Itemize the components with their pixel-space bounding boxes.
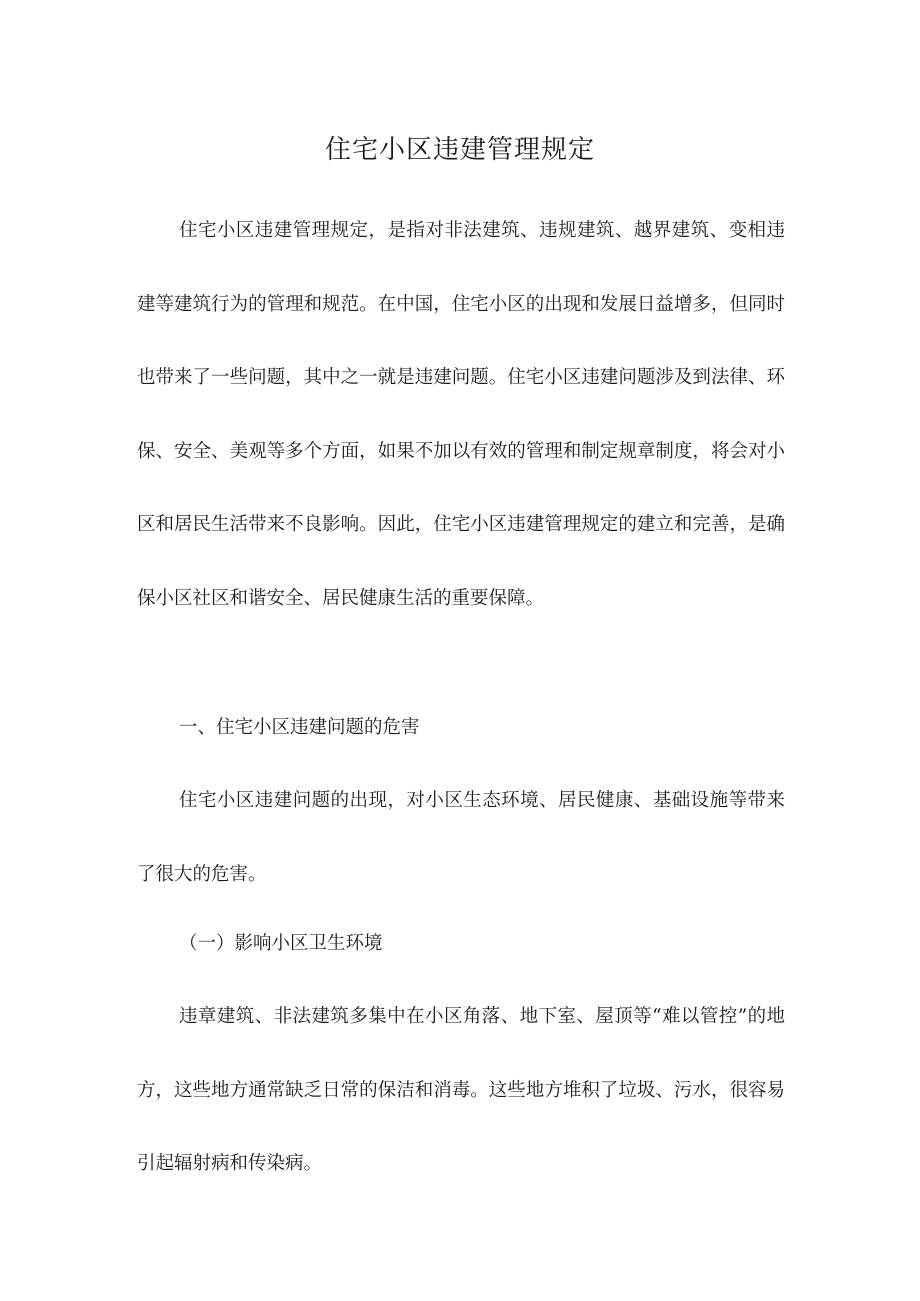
section-heading-1: 一、住宅小区违建问题的危害: [179, 717, 420, 738]
document-title: 住宅小区违建管理规定: [324, 135, 595, 165]
section-1-paragraph: 住宅小区违建问题的出现，对小区生态环境、居民健康、基础设施等带来了很大的危害。: [137, 790, 785, 885]
subsection-heading-1: （一）影响小区卫生环境: [179, 933, 383, 954]
intro-paragraph: 住宅小区违建管理规定，是指对非法建筑、违规建筑、越界建筑、变相违建等建筑行为的管理和规范。在中国，住宅小区的出现和发展日益增多，但同时也带来了一些问题，其中之一就是违建问题。住宅小区违建问题涉及到法律、环保、安全、美观等多个方面，如果不加以有效的管理和制定规章制度，将会对小区和居民生活带来不良影响。因此，住宅小区违建管理规定的建立和完善，是确保小区社区和谐安全、居民健康生活的重要保障。: [137, 220, 785, 609]
subsection-1-paragraph: 违章建筑、非法建筑多集中在小区角落、地下室、屋顶等“难以管控”的地方，这些地方通常缺乏日常的保洁和消毒。这些地方堆积了垃圾、污水，很容易引起辐射病和传染病。: [137, 1006, 785, 1174]
